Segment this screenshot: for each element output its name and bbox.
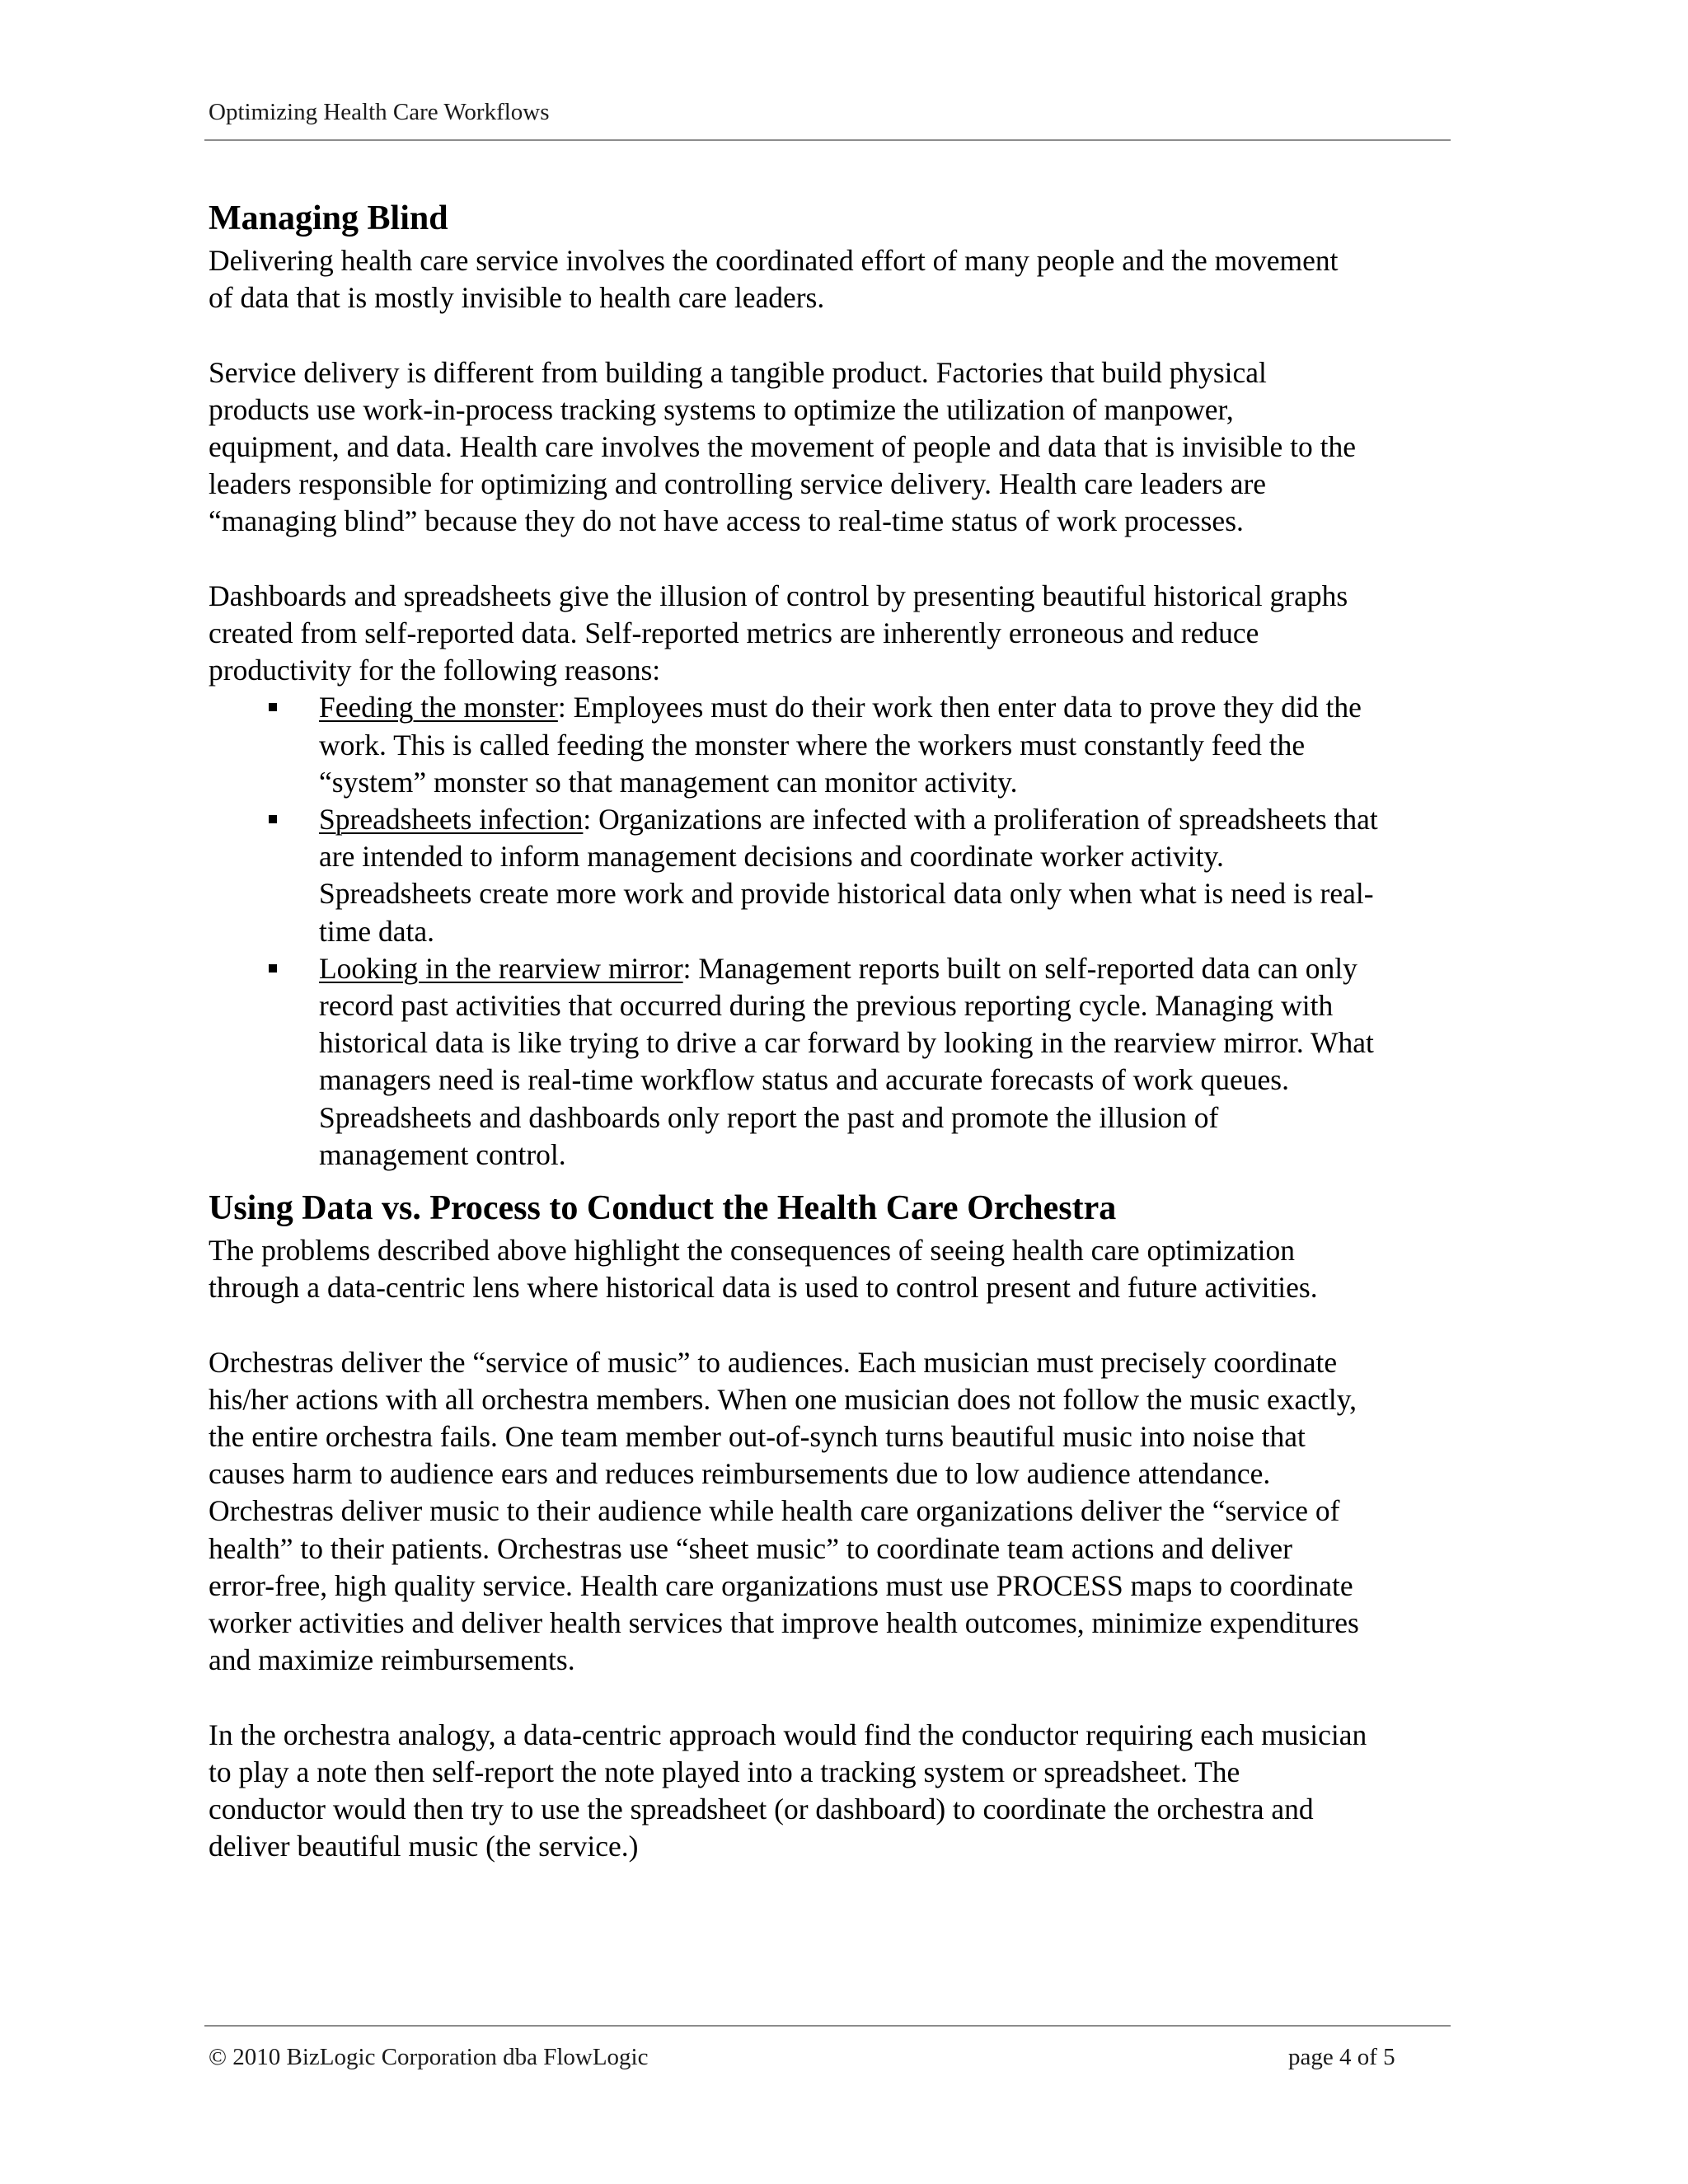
text-line: through a data-centric lens where historical data is used to control present and future activities. — [209, 1271, 1318, 1305]
text-line: record past activities that occurred during the previous reporting cycle. Managing with — [319, 989, 1334, 1023]
text-line: products use work-in-process tracking systems to optimize the utilization of manpower, — [209, 392, 1234, 426]
footer-divider — [204, 2025, 1451, 2027]
list-item — [209, 801, 1494, 950]
page-content — [209, 194, 1494, 1865]
text-line: error-free, high quality service. Health care organizations must use PROCESS maps to coordinate — [209, 1568, 1353, 1602]
section-heading-orchestra: Using Data vs. Process to Conduct the Health Care Orchestra — [209, 1189, 1117, 1228]
paragraph-intro — [209, 242, 1494, 316]
text-line: historical data is like trying to drive a car forward by looking in the rearview mirror. What — [319, 1026, 1374, 1060]
paragraph-dashboards — [209, 578, 1494, 690]
footer-copyright: © 2010 BizLogic Corporation dba FlowLogic — [209, 2044, 649, 2070]
list-item — [209, 689, 1494, 801]
header-divider — [204, 139, 1451, 141]
list-item-term: Spreadsheets infection — [319, 803, 584, 837]
text-line: “system” monster so that management can monitor activity. — [319, 765, 1018, 799]
text-line: Orchestras deliver the “service of music” to audiences. Each musician must precisely coordinate — [209, 1345, 1338, 1379]
bullet-square-icon — [269, 703, 277, 711]
bullet-square-icon — [269, 964, 277, 972]
text-line: the entire orchestra fails. One team member out-of-synch turns beautiful music into noise that — [209, 1420, 1306, 1454]
text-line — [319, 689, 1494, 726]
list-item-text: : Management reports built on self-reported data can only — [682, 951, 1357, 985]
text-line: health” to their patients. Orchestras use “sheet music” to coordinate team actions and deliver — [209, 1531, 1292, 1565]
text-line: of data that is mostly invisible to health care leaders. — [209, 281, 825, 315]
paragraph-service-delivery — [209, 354, 1494, 541]
text-line: equipment, and data. Health care involves the movement of people and data that is invisible to the — [209, 430, 1356, 463]
list-item-term: Looking in the rearview mirror — [319, 951, 683, 985]
text-line: deliver beautiful music (the service.) — [209, 1830, 639, 1863]
text-line: and maximize reimbursements. — [209, 1643, 575, 1677]
text-line: work. This is called feeding the monster where the workers must constantly feed the — [319, 728, 1306, 762]
paragraph-analogy — [209, 1717, 1494, 1866]
text-line: his/her actions with all orchestra members. When one musician does not follow the music exactly, — [209, 1382, 1357, 1416]
list-item-text: : Employees must do their work then enter data to prove they did the — [557, 691, 1362, 724]
text-line: created from self-reported data. Self-reported metrics are inherently erroneous and reduce — [209, 616, 1259, 649]
text-line: In the orchestra analogy, a data-centric approach would find the conductor requiring each musician — [209, 1718, 1367, 1751]
text-line: causes harm to audience ears and reduces reimbursements due to low audience attendance. — [209, 1457, 1271, 1491]
text-line: Spreadsheets and dashboards only report the past and promote the illusion of — [319, 1100, 1219, 1134]
text-line: “managing blind” because they do not have access to real-time status of work processes. — [209, 504, 1244, 538]
text-line: managers need is real-time workflow status and accurate forecasts of work queues. — [319, 1063, 1289, 1097]
text-line: worker activities and deliver health services that improve health outcomes, minimize expenditures — [209, 1606, 1359, 1640]
list-item — [209, 950, 1494, 1174]
text-line: management control. — [319, 1137, 566, 1171]
reasons-list — [209, 689, 1494, 1174]
running-header: Optimizing Health Care Workflows — [209, 99, 550, 125]
text-line: Spreadsheets create more work and provide historical data only when what is need is real- — [319, 877, 1374, 911]
text-line: are intended to inform management decisions and coordinate worker activity. — [319, 840, 1224, 874]
bullet-square-icon — [269, 815, 277, 823]
text-line: Delivering health care service involves the coordinated effort of many people and the movement — [209, 244, 1339, 277]
paragraph-problems — [209, 1232, 1494, 1306]
text-line: conductor would then try to use the spreadsheet (or dashboard) to coordinate the orchestra and — [209, 1793, 1314, 1826]
text-line: Service delivery is different from building a tangible product. Factories that build physical — [209, 355, 1267, 389]
section-heading-managing-blind: Managing Blind — [209, 199, 448, 237]
footer-page-number: page 4 of 5 — [1288, 2044, 1395, 2070]
text-line: to play a note then self-report the note played into a tracking system or spreadsheet. The — [209, 1755, 1240, 1788]
text-line: Dashboards and spreadsheets give the illusion of control by presenting beautiful historical graphs — [209, 579, 1348, 612]
text-line: The problems described above highlight the consequences of seeing health care optimization — [209, 1234, 1295, 1268]
list-item-text: : Organizations are infected with a proliferation of spreadsheets that — [583, 803, 1378, 837]
list-item-term: Feeding the monster — [319, 691, 558, 724]
text-line — [319, 950, 1494, 987]
text-line — [319, 801, 1494, 838]
text-line: leaders responsible for optimizing and controlling service delivery. Health care leaders are — [209, 467, 1267, 501]
text-line: Orchestras deliver music to their audience while health care organizations deliver the “service of — [209, 1494, 1340, 1528]
text-line: time data. — [319, 914, 434, 948]
text-line: productivity for the following reasons: — [209, 654, 661, 687]
paragraph-orchestras — [209, 1344, 1494, 1680]
